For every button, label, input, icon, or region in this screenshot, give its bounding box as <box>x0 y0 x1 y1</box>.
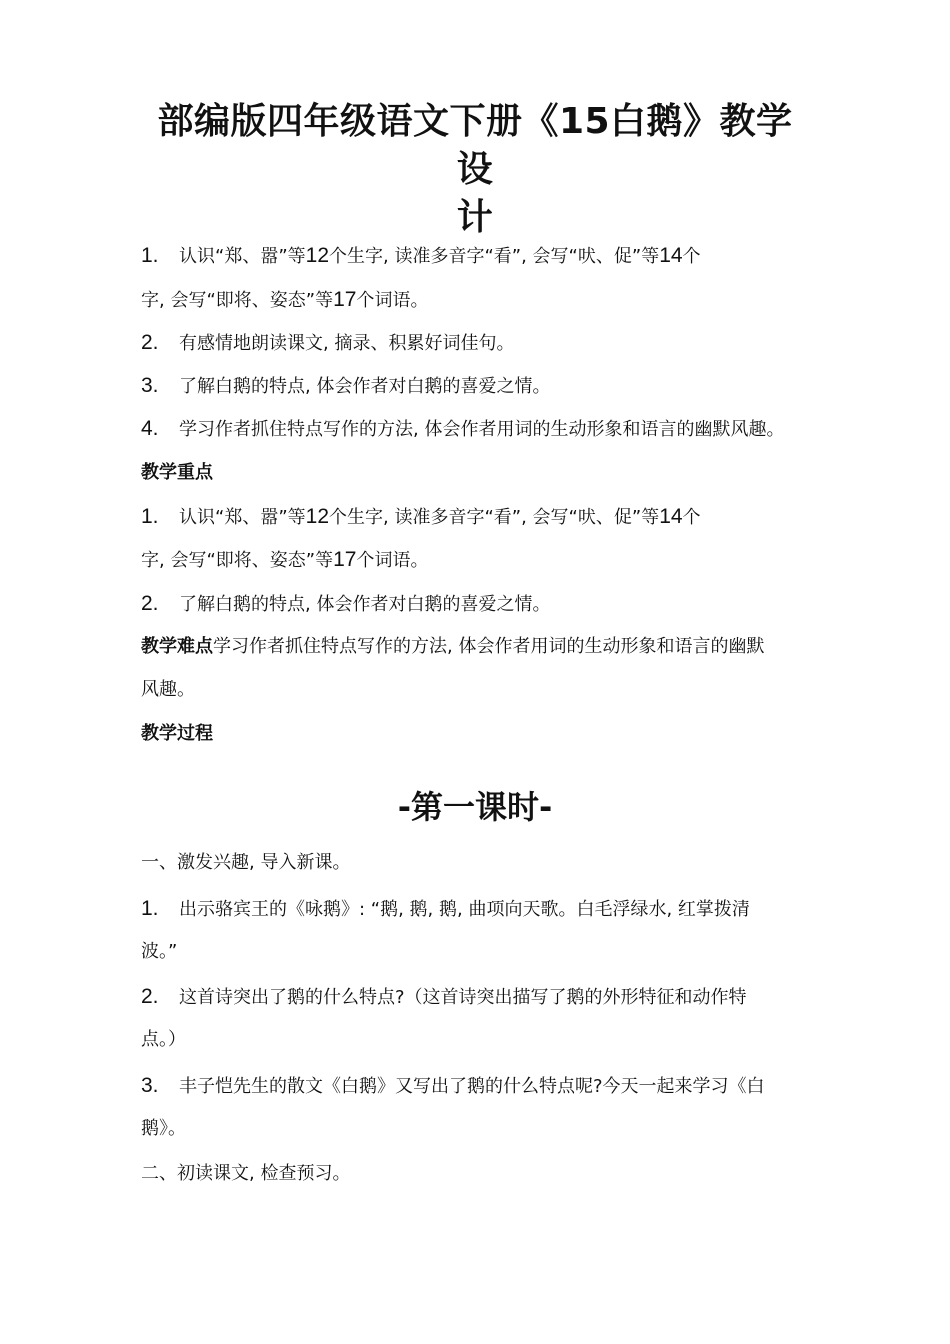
key-point-1 <box>141 504 821 531</box>
objective-2 <box>141 330 821 357</box>
section-2-heading: 二、初读课文, 检查预习。 <box>141 1163 351 1184</box>
key-points-heading: 教学重点 <box>141 462 213 483</box>
section-1-heading: 一、激发兴趣, 导入新课。 <box>141 852 351 873</box>
objective-count: 12 <box>305 244 330 267</box>
key-point-text: 认识“郑、嚣”等 <box>179 507 306 528</box>
key-point-number: 1. <box>141 505 159 528</box>
key-point-count: 12 <box>305 505 330 528</box>
step-number: 2. <box>141 985 159 1008</box>
objective-text: 了解白鹅的特点, 体会作者对白鹅的喜爱之情。 <box>179 376 551 397</box>
step-text: 这首诗突出了鹅的什么特点?（这首诗突出描写了鹅的外形特征和动作特 <box>179 987 747 1008</box>
objective-number: 4. <box>141 417 159 440</box>
lesson-step-3-continued: 鹅》。 <box>141 1118 186 1139</box>
objective-number: 1. <box>141 244 159 267</box>
key-point-count: 14 <box>659 505 683 528</box>
objective-3 <box>141 373 821 400</box>
difficulty-text: 学习作者抓住特点写作的方法, 体会作者用词的生动形象和语言的幽默 <box>213 636 765 657</box>
objective-count: 17 <box>333 288 357 311</box>
objective-text: 个词语。 <box>356 290 429 311</box>
key-point-count: 17 <box>333 548 357 571</box>
step-text: 丰子恺先生的散文《白鹅》又写出了鹅的什么特点呢?今天一起来学习《白 <box>179 1076 765 1097</box>
key-point-text: 字, 会写“即将、姿态”等 <box>141 550 334 571</box>
key-point-text: 个 <box>682 507 701 528</box>
title-line-1: 部编版四年级语文下册《15白鹅》教学设 <box>157 101 793 190</box>
objective-number: 2. <box>141 331 159 354</box>
lesson-step-2 <box>141 984 821 1011</box>
key-point-number: 2. <box>141 592 159 615</box>
objective-count: 14 <box>659 244 683 267</box>
objective-text: 字, 会写“即将、姿态”等 <box>141 290 334 311</box>
lesson-step-1-continued: 波。” <box>141 941 178 962</box>
process-heading: 教学过程 <box>141 723 213 744</box>
key-point-text: 个词语。 <box>356 550 429 571</box>
objective-number: 3. <box>141 374 159 397</box>
objective-1-continued <box>141 287 821 314</box>
objective-text: 有感情地朗读课文, 摘录、积累好词佳句。 <box>179 333 515 354</box>
objective-text: 个 <box>682 246 701 267</box>
step-number: 1. <box>141 897 159 920</box>
key-point-2 <box>141 591 821 618</box>
key-point-1-continued <box>141 547 821 574</box>
objective-4 <box>141 416 821 443</box>
objective-1 <box>141 243 821 270</box>
key-point-text: 个生字, 读准多音字“看”, 会写“吠、促”等 <box>329 507 660 528</box>
difficulty-paragraph <box>141 634 821 660</box>
difficulty-continued: 风趣。 <box>141 679 195 700</box>
difficulty-heading: 教学难点 <box>141 636 213 657</box>
step-number: 3. <box>141 1074 159 1097</box>
lesson-step-1 <box>141 896 821 923</box>
title-line-2: 计 <box>456 197 494 238</box>
document-title <box>150 98 800 242</box>
objective-text: 认识“郑、嚣”等 <box>179 246 306 267</box>
lesson-step-3 <box>141 1073 821 1100</box>
step-text: 出示骆宾王的《咏鹅》: “鹅, 鹅, 鹅, 曲项向天歌。白毛浮绿水, 红掌拨清 <box>179 899 750 920</box>
key-point-text: 了解白鹅的特点, 体会作者对白鹅的喜爱之情。 <box>179 594 551 615</box>
lesson-title: -第一课时- <box>397 788 553 826</box>
objective-text: 学习作者抓住特点写作的方法, 体会作者用词的生动形象和语言的幽默风趣。 <box>179 419 785 440</box>
objective-text: 个生字, 读准多音字“看”, 会写“吠、促”等 <box>329 246 660 267</box>
lesson-step-2-continued: 点。） <box>141 1029 186 1050</box>
